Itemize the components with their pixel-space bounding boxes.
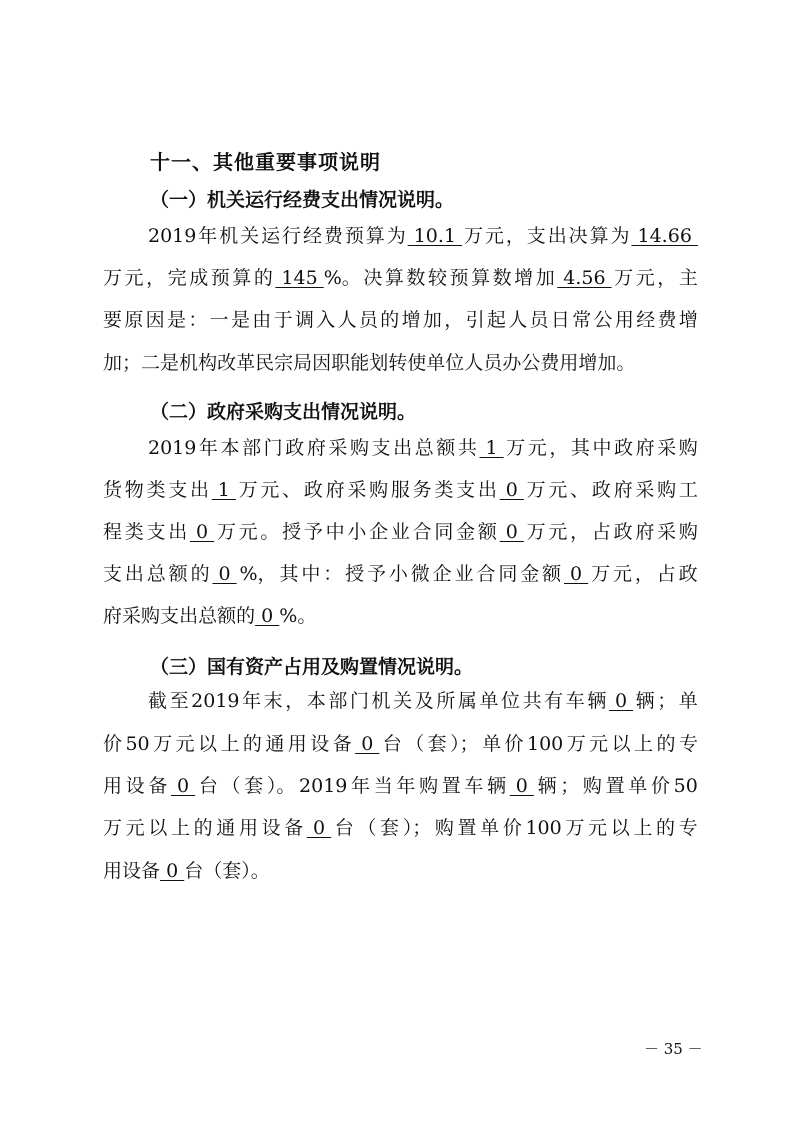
text-line: 价 50 万 元 以 上 的 通 用 设 备 0 台 （ 套 ）； 单 价 100 万 元 以 上 的 专 bbox=[103, 733, 698, 755]
text-line: 万 元 以 上 的 通 用 设 备 0 台 （ 套 ）； 购 置 单 价 100 万 元 以 上 的 专 bbox=[103, 817, 698, 839]
text-line: 府 采 购 支 出 总 额 的 0 %。 bbox=[103, 605, 317, 627]
text-line: 程 类 支 出 0 万 元 。 授 予 中 小 企 业 合 同 金 额 0 万 元 ， 占 政 府 采 购 bbox=[103, 521, 698, 543]
text-line: 用 设 备 0 台 （ 套 ）。 2019 年 当 年 购 置 车 辆 0 辆 ； 购 置 单 价 50 bbox=[103, 775, 698, 797]
text-line: 2019 年 本 部 门 政 府 采 购 支 出 总 额 共 1 万 元 ， 其 中 政 府 采 购 bbox=[148, 437, 698, 459]
text-line: 用 设 备 0 台 （ 套 ）。 bbox=[103, 860, 270, 882]
text-line: 货 物 类 支 出 1 万 元 、 政 府 采 购 服 务 类 支 出 0 万 元 、 政 府 采 购 工 bbox=[103, 479, 698, 501]
text-line: 支 出 总 额 的 0 %， 其 中 ： 授 予 小 微 企 业 合 同 金 额 0 万 元 ， 占 政 bbox=[103, 563, 698, 585]
section-heading: 十一、其他重要事项说明 bbox=[150, 150, 381, 174]
text-line: 2019 年 机 关 运 行 经 费 预 算 为 10.1 万 元 ， 支 出 决 算 为 14.66 bbox=[148, 225, 698, 247]
text-line: 加 ； 二 是 机 构 改 革 民 宗 局 因 职 能 划 转 使 单 位 人 员 办 公 费 用 增 加 。 bbox=[103, 352, 636, 374]
subsection-title: （三）国有资产占用及购置情况说明。 bbox=[150, 656, 474, 678]
page-number: － 35 － bbox=[644, 1040, 703, 1058]
text-line: 截 至 2019 年 末 ， 本 部 门 机 关 及 所 属 单 位 共 有 车 辆 0 辆 ； 单 bbox=[148, 690, 698, 712]
text-line: 万 元 ， 完 成 预 算 的 145 %。 决 算 数 较 预 算 数 增 加 4.56 万 元 ， 主 bbox=[103, 267, 698, 289]
subsection-title: （一）机关运行经费支出情况说明。 bbox=[150, 189, 455, 211]
text-line: 要 原 因 是 ： 一 是 由 于 调 入 人 员 的 增 加 ， 引 起 人 员 日 常 公 用 经 费 增 bbox=[103, 309, 698, 331]
subsection-title: （二）政府采购支出情况说明。 bbox=[150, 401, 417, 423]
